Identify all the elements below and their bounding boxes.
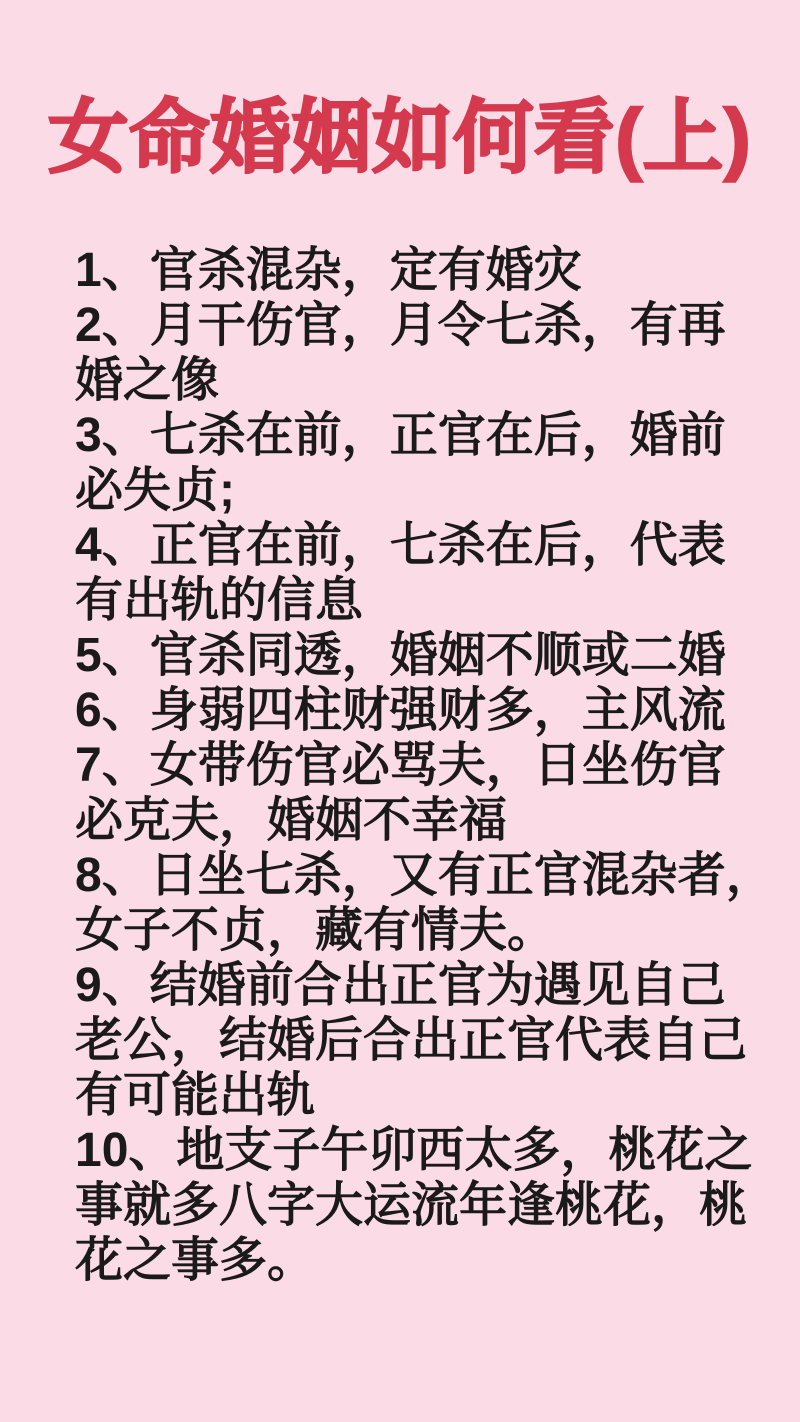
list-item	[75, 738, 785, 848]
list-item	[75, 628, 785, 683]
list-item-line: 有出轨的信息	[75, 574, 364, 627]
page-title: 女命婚姻如何看(上)	[48, 93, 752, 182]
content-list	[75, 243, 785, 1288]
list-item	[75, 408, 785, 518]
list-item-line: 5、官杀同透，婚姻不顺或二婚	[75, 629, 726, 682]
list-item-line: 婚之像	[75, 354, 220, 407]
list-item-line: 女子不贞，藏有情夫。	[75, 904, 556, 957]
list-item-line: 4、正官在前，七杀在后，代表	[75, 519, 726, 572]
list-item-line: 老公，结婚后合出正官代表自己	[75, 1014, 748, 1067]
list-item	[75, 848, 785, 958]
list-item	[75, 958, 785, 1123]
list-item-line: 10、地支子午卯西太多，桃花之	[75, 1124, 753, 1177]
list-item-line: 必失贞;	[75, 464, 235, 517]
list-item	[75, 518, 785, 628]
list-item-line: 8、日坐七杀，又有正官混杂者，	[75, 849, 774, 902]
list-item-line: 有可能出轨	[75, 1069, 316, 1122]
list-item-line: 1、官杀混杂，定有婚灾	[75, 244, 582, 297]
list-item-line: 9、结婚前合出正官为遇见自己	[75, 959, 726, 1012]
list-item-line: 6、身弱四柱财强财多，主风流	[75, 684, 726, 737]
list-item	[75, 298, 785, 408]
list-item	[75, 1123, 785, 1288]
list-item-line: 7、女带伤官必骂夫，日坐伤官	[75, 739, 726, 792]
list-item	[75, 243, 785, 298]
list-item-line: 2、月干伤官，月令七杀，有再	[75, 299, 726, 352]
list-item-line: 事就多八字大运流年逢桃花，桃	[75, 1179, 748, 1232]
list-item	[75, 683, 785, 738]
list-item-line: 花之事多。	[75, 1234, 316, 1287]
list-item-line: 3、七杀在前，正官在后，婚前	[75, 409, 726, 462]
list-item-line: 必克夫，婚姻不幸福	[75, 794, 508, 847]
